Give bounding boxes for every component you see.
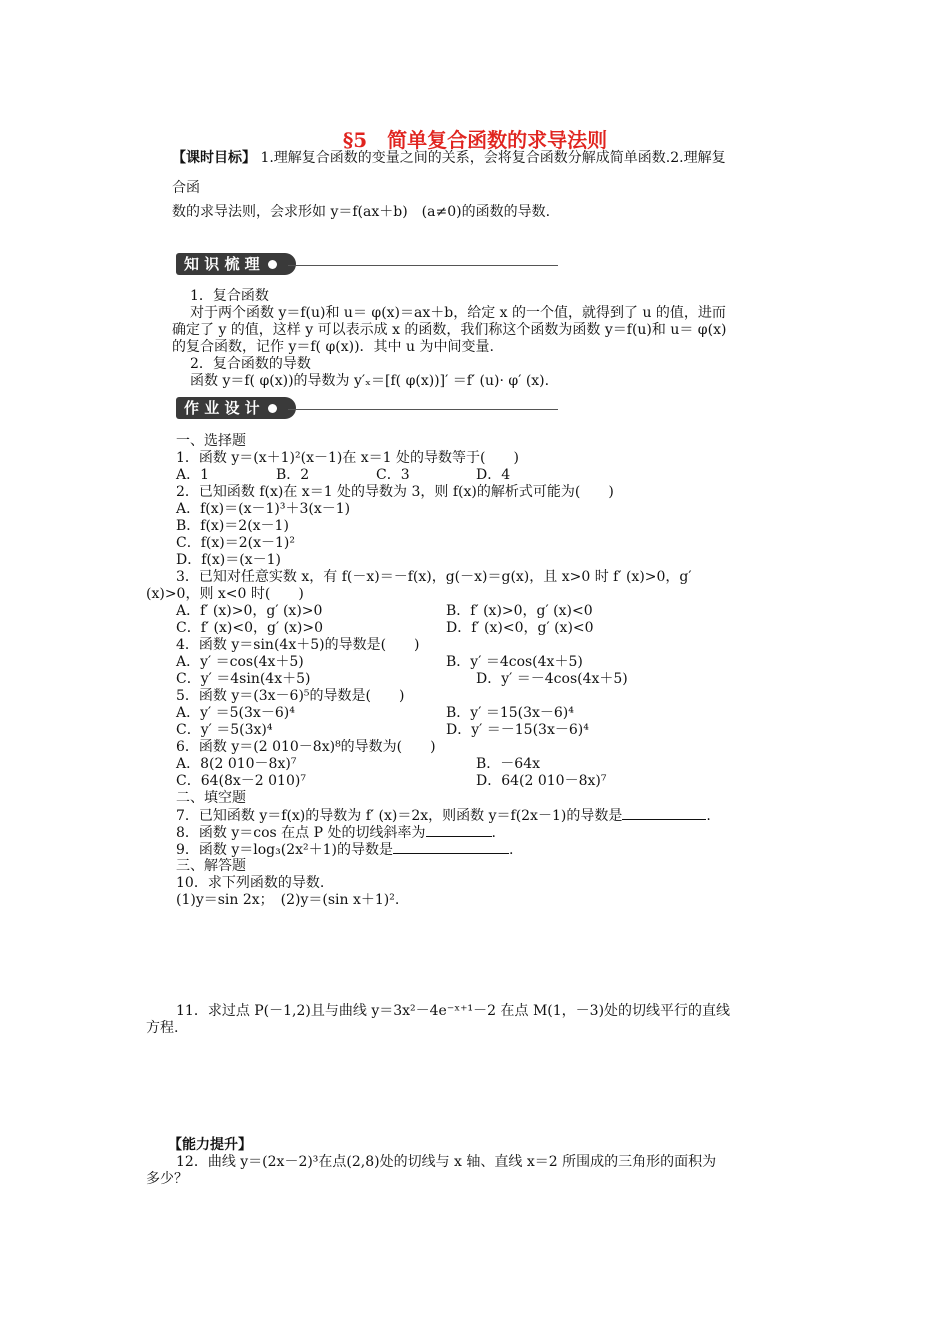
part-answer: 三、解答题 [176, 858, 246, 874]
q5-option-d: D．y′ ＝－15(3x－6)⁴ [446, 722, 589, 738]
knowledge-line-6: 函数 y＝f( φ(x))的导数为 y′ₓ＝[f( φ(x))]′ ＝f′ (u)· φ′ (x). [190, 373, 550, 389]
q3-option-b: B．f′ (x)>0，g′ (x)<0 [446, 603, 593, 619]
ability-heading: 【能力提升】 [168, 1137, 252, 1153]
page-title: §5 简单复合函数的求导法则 [342, 128, 608, 152]
q4-option-b: B．y′ ＝4cos(4x＋5) [446, 654, 583, 670]
q5-option-c: C．y′ ＝5(3x)⁴ [176, 722, 273, 738]
objective-label: 【课时目标】 [172, 150, 256, 166]
objective-line-3: 数的求导法则，会求形如 y＝f(ax＋b) (a≠0)的函数的导数. [172, 204, 551, 220]
answer-blank[interactable] [393, 841, 509, 854]
question-10-sub: (1)y＝sin 2x； (2)y＝(sin x＋1)². [176, 892, 400, 908]
knowledge-line-5: 2．复合函数的导数 [190, 356, 311, 372]
q6-option-b: B．－64x [476, 756, 540, 772]
question-3-line-2: (x)>0，则 x<0 时( ) [146, 586, 304, 602]
q2-option-b: B．f(x)＝2(x－1) [176, 518, 289, 534]
question-5: 5．函数 y＝(3x－6)⁵的导数是( ) [176, 688, 405, 704]
objective-line-2: 合函 [172, 180, 200, 196]
section-header-knowledge [176, 253, 296, 275]
section-header-homework [176, 397, 296, 419]
q6-option-d: D．64(2 010－8x)⁷ [476, 773, 607, 789]
knowledge-line-1: 1．复合函数 [190, 288, 269, 304]
q1-option-a: A．1 [176, 467, 210, 483]
question-7 [176, 807, 711, 825]
question-11-line-1: 11．求过点 P(－1,2)且与曲线 y＝3x²－4e⁻ˣ⁺¹－2 在点 M(1，－3)处的切线平行的直线 [176, 1003, 731, 1019]
q6-option-c: C．64(8x－2 010)⁷ [176, 773, 306, 789]
q1-option-b: B．2 [276, 467, 310, 483]
question-7-text: 7．已知函数 y＝f(x)的导数为 f′ (x)＝2x，则函数 y＝f(2x－1)的导数是 [176, 808, 623, 824]
q4-option-d: D．y′ ＝－4cos(4x＋5) [476, 671, 628, 687]
question-9-text: 9．函数 y＝log₃(2x²＋1)的导数是 [176, 842, 393, 858]
q3-option-d: D．f′ (x)<0，g′ (x)<0 [446, 620, 594, 636]
period: . [706, 808, 711, 824]
question-8-text: 8．函数 y＝cos 在点 P 处的切线斜率为 [176, 825, 426, 841]
q6-option-a: A．8(2 010－8x)⁷ [176, 756, 297, 772]
question-10: 10．求下列函数的导数. [176, 875, 325, 891]
objective-line-1 [172, 150, 726, 167]
q1-option-c: C．3 [376, 467, 410, 483]
question-4: 4．函数 y＝sin(4x＋5)的导数是( ) [176, 637, 420, 653]
q4-option-c: C．y′ ＝4sin(4x＋5) [176, 671, 311, 687]
part-fill: 二、填空题 [176, 790, 246, 806]
question-6: 6．函数 y＝(2 010－8x)⁸的导数为( ) [176, 739, 436, 755]
answer-blank[interactable] [426, 824, 492, 837]
period: . [491, 825, 496, 841]
q5-option-b: B．y′ ＝15(3x－6)⁴ [446, 705, 574, 721]
part-choice: 一、选择题 [176, 433, 246, 449]
question-12-line-1: 12．曲线 y＝(2x－2)³在点(2,8)处的切线与 x 轴、直线 x＝2 所围成的三角形的面积为 [176, 1154, 717, 1170]
section-rule [288, 265, 558, 266]
bullet-dot-icon [268, 260, 277, 269]
bullet-dot-icon [268, 404, 277, 413]
question-9 [176, 841, 513, 859]
knowledge-line-4: 的复合函数，记作 y＝f( φ(x))．其中 u 为中间变量. [172, 339, 494, 355]
section-header-homework-label: 作 业 设 计 [184, 399, 260, 417]
q2-option-a: A．f(x)＝(x－1)³＋3(x－1) [176, 501, 351, 517]
question-11-line-2: 方程. [146, 1020, 179, 1036]
question-8 [176, 824, 496, 842]
knowledge-line-3: 确定了 y 的值，这样 y 可以表示成 x 的函数，我们称这个函数为函数 y＝f(u)和 u＝ φ(x) [172, 322, 727, 338]
answer-blank[interactable] [622, 807, 706, 820]
q4-option-a: A．y′ ＝cos(4x＋5) [176, 654, 304, 670]
objective-text-1: 1.理解复合函数的变量之间的关系，会将复合函数分解成简单函数.2.理解复 [260, 150, 726, 166]
question-12-line-2: 多少？ [146, 1171, 188, 1187]
section-header-knowledge-label: 知 识 梳 理 [184, 255, 260, 273]
section-rule [288, 409, 558, 410]
q3-option-c: C．f′ (x)<0，g′ (x)>0 [176, 620, 324, 636]
period: . [509, 842, 514, 858]
question-3-line-1: 3．已知对任意实数 x，有 f(－x)＝－f(x)，g(－x)＝g(x)，且 x>0 时 f′ (x)>0，g′ [176, 569, 692, 585]
q2-option-c: C．f(x)＝2(x－1)² [176, 535, 295, 551]
q1-option-d: D．4 [476, 467, 511, 483]
question-1: 1．函数 y＝(x＋1)²(x－1)在 x＝1 处的导数等于( ) [176, 450, 519, 466]
question-2: 2．已知函数 f(x)在 x＝1 处的导数为 3，则 f(x)的解析式可能为( ) [176, 484, 614, 500]
q3-option-a: A．f′ (x)>0，g′ (x)>0 [176, 603, 323, 619]
knowledge-line-2: 对于两个函数 y＝f(u)和 u＝ φ(x)＝ax＋b，给定 x 的一个值，就得到了 u 的值，进而 [190, 305, 726, 321]
q2-option-d: D．f(x)＝(x－1) [176, 552, 281, 568]
q5-option-a: A．y′ ＝5(3x－6)⁴ [176, 705, 295, 721]
